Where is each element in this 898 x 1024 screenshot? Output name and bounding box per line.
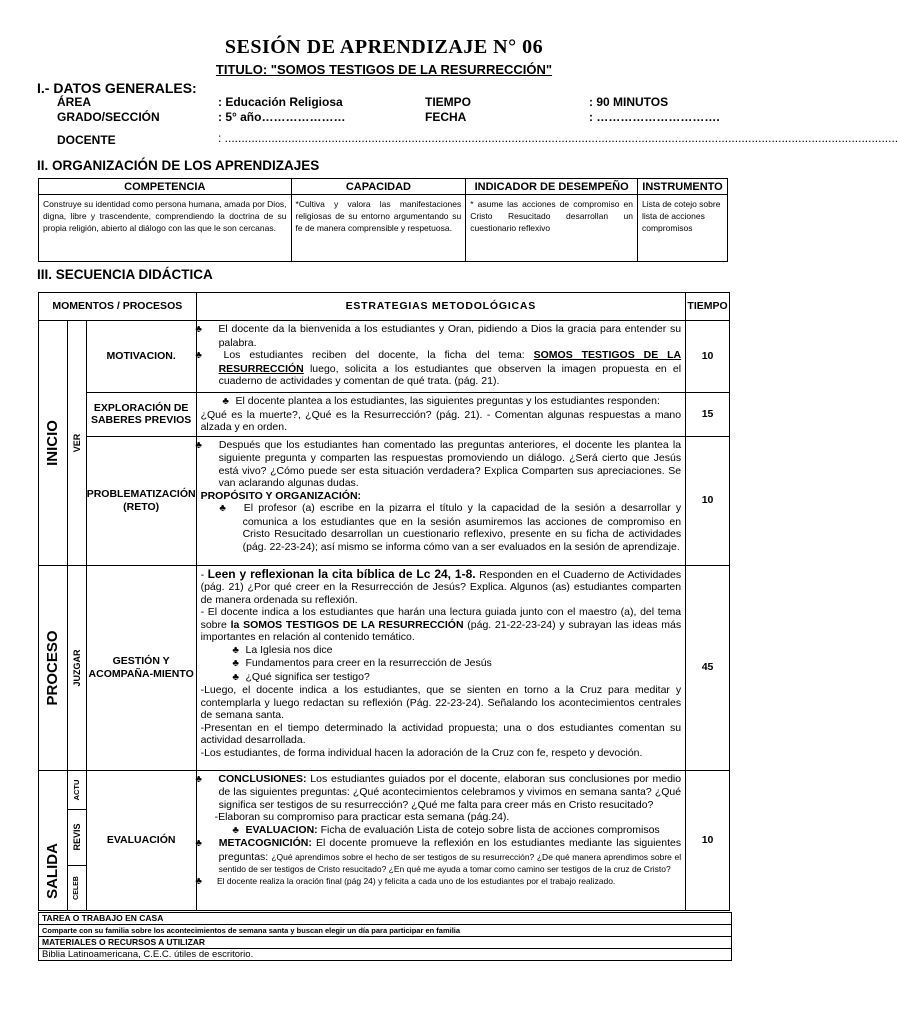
strategy-problematizacion: ♣ Después que los estudiantes han comentado las preguntas anteriores, el docente les plantea la siguiente pregunta y comparten las respuestas promoviendo un diálogo. ¿Será cierto que Jesús está vivo? ¿Cómo puede ser esta situación verdadera? Explica Comparten sus apreciaciones. Se van aclarando algunas dudas. PROPÓSITO Y ORGANIZACIÓN: ♣ El profesor (a) escribe en la pizarra el título y la capacidad de la sesión a desarrollar y comunica a los estudiantes que en la sesión asumiremos las acciones de compromiso en Cristo Resucitado desarrollan un cuestionario reflexivo, presente en su ficha de actividades (pág. 22-23-24); así mismo se informa cómo van a ser evaluados en la sesión de aprendizaje. xyxy=(196,436,686,565)
section-datos-generales-heading: I.- DATOS GENERALES: xyxy=(37,80,197,96)
label-motivacion: MOTIVACION. xyxy=(86,321,196,393)
section-secuencia-heading: III. SECUENCIA DIDÁCTICA xyxy=(37,267,213,282)
organizacion-table xyxy=(38,178,728,262)
table-header-row xyxy=(39,293,730,321)
process-juzgar: JUZGAR xyxy=(67,565,86,770)
table-row xyxy=(39,393,730,437)
tarea-label: TAREA O TRABAJO EN CASA xyxy=(39,913,732,925)
tiempo-label: TIEMPO xyxy=(425,95,472,109)
time-gestion: 45 xyxy=(686,565,730,770)
strategy-motivacion: ♣ El docente da la bienvenida a los estudiantes y Oran, pidiendo a Dios la gracia para entender su palabra. ♣ Los estudiantes reciben del docente, la ficha del tema: SOMOS TESTIGOS DE LA RESURRECCIÓN luego, solicita a los estudiantes que observen la imagen propuesta en el cuaderno de actividades y comentan de qué trata. (pág. 21). xyxy=(196,321,686,393)
strategy-exploracion: ♣ El docente plantea a los estudiantes, las siguientes preguntas y los estudiantes responden: ¿Qué es la muerte?, ¿Qué es la Resurrección? (pág. 21). - Comentan algunas respuestas a mano alzada y en orden. xyxy=(196,393,686,437)
list-item: Fundamentos para creer en la resurrección de Jesús xyxy=(245,657,492,669)
tiempo-value: : 90 MINUTOS xyxy=(589,95,669,109)
docente-value: : .......................................................................................................................................................................................................... xyxy=(218,131,898,145)
moment-salida: SALIDA xyxy=(39,770,68,910)
cell-competencia: Construye su identidad como persona humana, amada por Dios, digna, libre y trascendente, comprendiendo la doctrina de su propia religión, abierto al diálogo con las que le son cercanas. xyxy=(39,195,292,262)
header-capacidad: CAPACIDAD xyxy=(291,179,466,195)
table-row xyxy=(39,195,728,262)
cell-capacidad: *Cultiva y valora las manifestaciones religiosas de su entorno argumentando su fe de manera comprensible y respetuosa. xyxy=(291,195,466,262)
header-instrumento: INSTRUMENTO xyxy=(638,179,728,195)
materiales-label: MATERIALES O RECURSOS A UTILIZAR xyxy=(39,937,732,949)
strategy-gestion: - Leen y reflexionan la cita bíblica de Lc 24, 1-8. Responden en el Cuaderno de Actividades (pág. 21) ¿Por qué creer en la Resurrección de Jesús? Explica. Algunos (as) estudiantes comparten de manera ordenada su reflexión. - El docente indica a los estudiantes que harán una lectura guiada junto con el maestro (a), del tema sobre la SOMOS TESTIGOS DE LA RESURRECCIÓN (pág. 21-22-23-24) y subrayan las ideas más importantes en relación al contenido temático. ♣ La Iglesia nos dice ♣ Fundamentos para creer en la resurrección de Jesús ♣ ¿Qué significa ser testigo? -Luego, el docente indica a los estudiantes, que se sienten en torno a la Cruz para meditar y contemplarla y luego redactan su reflexión (Pág. 22-23-24). Señalando los acontecimientos centrales de semana santa. -Presentan en el tiempo determinado la actividad propuesta; una o dos estudiantes comentan su actividad desarrollada. -Los estudiantes, de forma individual hacen la adoración de la Cruz con fe, respeto y devoción. xyxy=(196,565,686,770)
docente-label: DOCENTE xyxy=(57,133,116,147)
time-exploracion: 15 xyxy=(686,393,730,437)
grado-value: : 5° año………………… xyxy=(218,110,346,124)
process-ver: VER xyxy=(67,321,86,566)
area-label: ÁREA xyxy=(57,95,92,109)
label-problematizacion: PROBLEMATIZACIÓN (RETO) xyxy=(86,436,196,565)
grado-label: GRADO/SECCIÓN xyxy=(57,110,160,124)
cell-instrumento: Lista de cotejo sobre lista de acciones compromisos xyxy=(638,195,728,262)
page-title: SESIÓN DE APRENDIZAJE N° 06 xyxy=(224,36,544,58)
time-motivacion: 10 xyxy=(686,321,730,393)
label-gestion: GESTIÓN Y ACOMPAÑA-MIENTO xyxy=(86,565,196,770)
process-actu-revis-celeb: ACTU REVIS CELEB xyxy=(67,770,86,910)
table-row xyxy=(39,321,730,393)
fecha-value: : …………………………. xyxy=(589,110,720,124)
footer-table xyxy=(38,912,732,961)
header-competencia: COMPETENCIA xyxy=(39,179,292,195)
strategy-evaluacion: ♣ CONCLUSIONES: Los estudiantes guiados por el docente, elaboran sus conclusiones por medio de las siguientes preguntas: ¿Qué acontecimientos celebramos y vivimos en semana santa? ¿Qué significa ser testigos de su resurrección? ¿Qué me falta para creer más en Cristo resucitado? -Elaboran su compromiso para practicar esta semana (pág.24). ♣ EVALUACION: Ficha de evaluación Lista de cotejo sobre lista de acciones compromisos ♣ METACOGNICIÓN: El docente promueve la reflexión en los estudiantes mediante las siguientes preguntas: ¿Qué aprendimos sobre el hecho de ser testigos de su resurrección? ¿De qué manera aprendimos sobre el sentido de ser testigos de Cristo resucitado? ¿En qué me ayuda a tomar como camino ser testigos de la cruz de Cristo? ♣ El docente realiza la oración final (pág 24) y felicita a cada uno de los estudiantes por el trabajo realizado. xyxy=(196,770,686,910)
moment-inicio: INICIO xyxy=(39,321,68,566)
header-momentos: MOMENTOS / PROCESOS xyxy=(39,293,197,321)
list-item: La Iglesia nos dice xyxy=(245,643,333,656)
section-organizacion-heading: II. ORGANIZACIÓN DE LOS APRENDIZAJES xyxy=(37,158,320,173)
table-row xyxy=(39,436,730,565)
secuencia-table xyxy=(38,292,730,911)
cell-indicador: * asume las acciones de compromiso en Cristo Resucitado desarrollan un cuestionario reflexivo xyxy=(466,195,638,262)
list-item: ¿Qué significa ser testigo? xyxy=(245,670,370,683)
time-problematizacion: 10 xyxy=(686,436,730,565)
tarea-text: Comparte con su familia sobre los acontecimientos de semana santa y buscan elegir un día para participar en familia xyxy=(39,925,732,937)
table-row xyxy=(39,565,730,770)
session-subtitle: TITULO: "SOMOS TESTIGOS DE LA RESURRECCIÓN" xyxy=(215,62,553,77)
time-evaluacion: 10 xyxy=(686,770,730,910)
table-header-row xyxy=(39,179,728,195)
header-indicador: INDICADOR DE DESEMPEÑO xyxy=(466,179,638,195)
label-exploracion: EXPLORACIÓN DE SABERES PREVIOS xyxy=(86,393,196,437)
moment-proceso: PROCESO xyxy=(39,565,68,770)
materiales-text: Biblia Latinoamericana, C.E.C. útiles de escritorio. xyxy=(39,949,732,961)
fecha-label: FECHA xyxy=(425,110,467,124)
table-row xyxy=(39,770,730,910)
area-value: : Educación Religiosa xyxy=(218,95,343,109)
header-estrategias: ESTRATEGIAS METODOLÓGICAS xyxy=(196,293,686,321)
header-tiempo: TIEMPO xyxy=(686,293,730,321)
label-evaluacion: EVALUACIÓN xyxy=(86,770,196,910)
